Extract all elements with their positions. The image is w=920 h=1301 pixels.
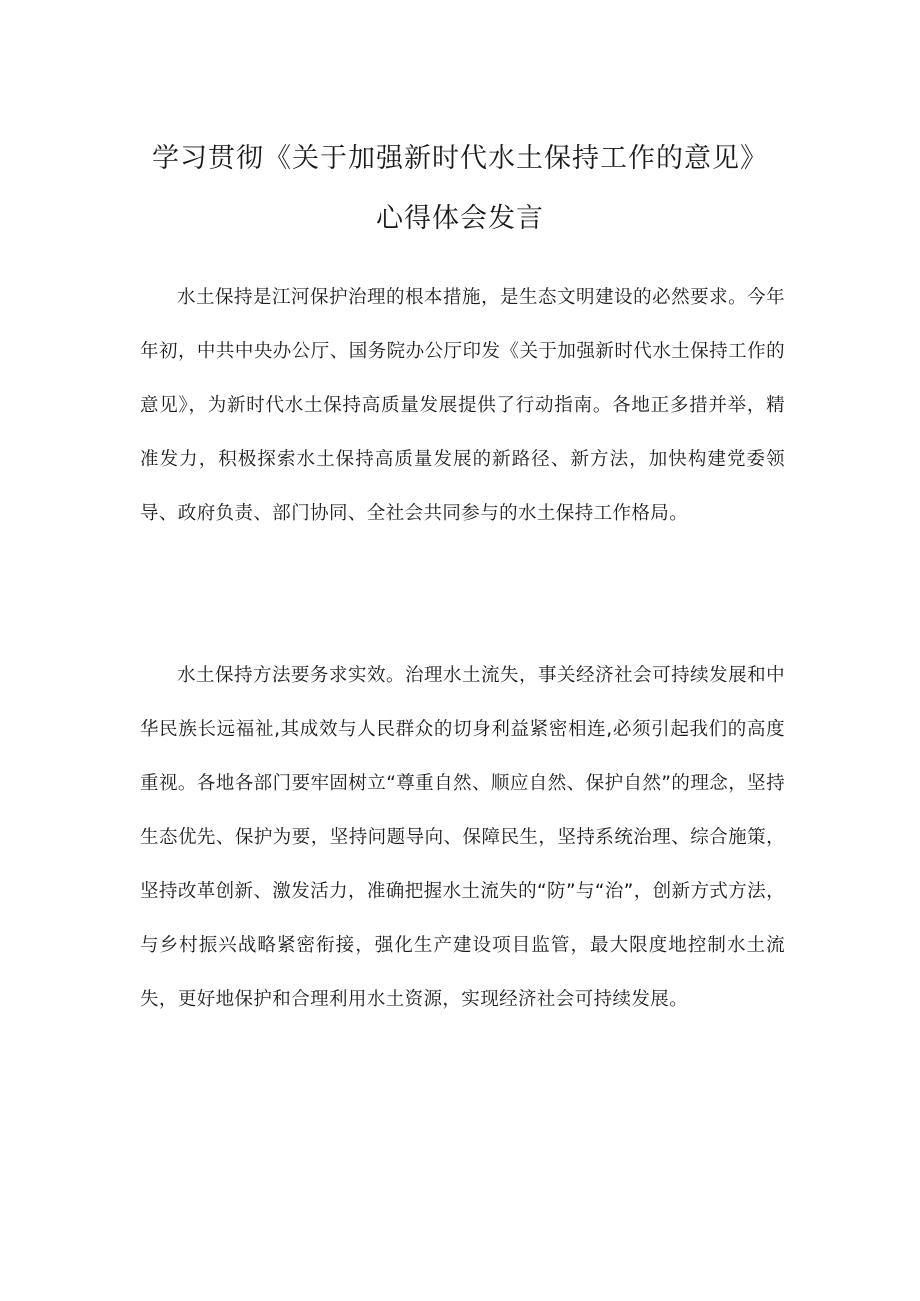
document-title-line2: 心得体会发言 xyxy=(376,203,544,234)
body-paragraph-1: 水土保持是江河保护治理的根本措施，是生态文明建设的必然要求。今年年初，中共中央办公厅、国务院办公厅印发《关于加强新时代水土保持工作的意见》，为新时代水土保持高质量发展提供了行动指南。各地正多措并举，精准发力，积极探索水土保持高质量发展的新路径、新方法，加快构建党委领导、政府负责、部门协同、全社会共同参与的水土保持工作格局。 xyxy=(140,287,785,524)
body-paragraph-2: 水土保持方法要务求实效。治理水土流失，事关经济社会可持续发展和中华民族长远福祉,其成效与人民群众的切身利益紧密相连,必须引起我们的高度重视。各地各部门要牢固树立“尊重自然、顺应自然、保护自然”的理念，坚持生态优先、保护为要，坚持问题导向、保障民生，坚持系统治理、综合施策，坚持改革创新、激发活力，准确把握水土流失的“防”与“治”，创新方式方法，与乡村振兴战略紧密衔接，强化生产建设项目监管，最大限度地控制水土流失，更好地保护和合理利用水土资源，实现经济社会可持续发展。 xyxy=(140,665,785,1010)
document-title-line1: 学习贯彻《关于加强新时代水土保持工作的意见》 xyxy=(152,143,768,174)
